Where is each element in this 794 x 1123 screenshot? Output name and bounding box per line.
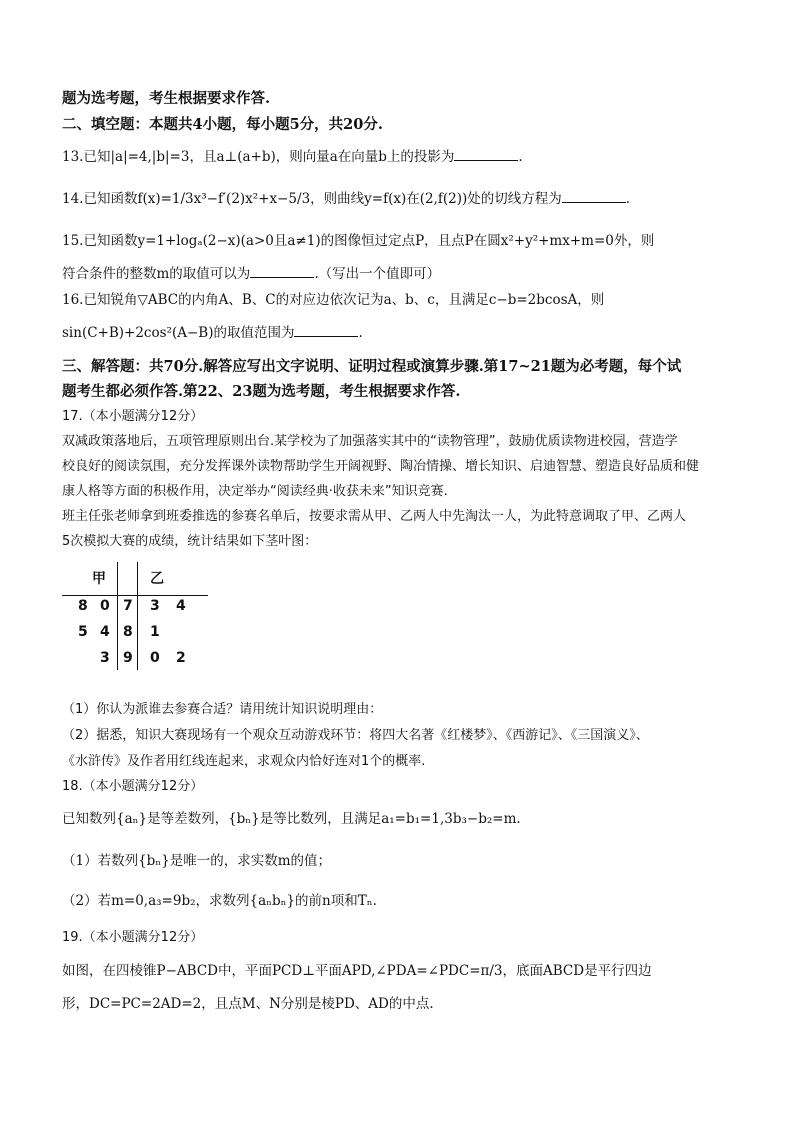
stem-leaf-left-rule <box>117 562 118 670</box>
stem-leaf-stem: 8 <box>123 624 133 640</box>
question-17-part-2-line-1: （2）据悉，知识大赛现场有一个观众互动游戏环节：将四大名著《红楼梦》、《西游记》、《三国演义》、 <box>62 728 649 743</box>
stem-leaf-horizontal-rule <box>62 595 208 596</box>
stem-leaf-right-leaf: 3 <box>150 598 160 614</box>
answer-blank-14[interactable] <box>562 190 626 203</box>
question-19-header: 19.（本小题满分12分） <box>62 930 204 945</box>
question-17-text-4: 班主任张老师拿到班委推选的参赛名单后，按要求需从甲、乙两人中先淘汰一人，为此特意调取了甲、乙两人 <box>62 509 687 524</box>
question-16-text: sin(C+B)+2cos²(A−B)的取值范围为 <box>62 325 295 341</box>
question-19-text-1: 如图，在四棱锥P−ABCD中，平面PCD⊥平面APD,∠PDA=∠PDC=π/3，底面ABCD是平行四边 <box>62 963 652 979</box>
question-15-text: 符合条件的整数m的取值可以为 <box>62 266 251 282</box>
question-16-line-1: 16.已知锐角▽ABC的内角A、B、C的对应边依次记为a、b、c，且满足c−b=2bcosA，则 <box>62 292 605 308</box>
question-18-text: 已知数列{aₙ}是等差数列，{bₙ}是等比数列，且满足a₁=b₁=1,3b₃−b₂=m. <box>62 811 521 827</box>
question-19-text-2: 形，DC=PC=2AD=2，且点M、N分别是棱PD、AD的中点. <box>62 996 434 1012</box>
question-14: 14.已知函数f(x)=1/3x³−f′(2)x²+x−5/3，则曲线y=f(x)在(2,f(2))处的切线方程为 . <box>62 191 631 207</box>
question-14-text: 14.已知函数f(x)=1/3x³−f′(2)x²+x−5/3，则曲线y=f(x)在(2,f(2))处的切线方程为 <box>62 191 562 207</box>
stem-leaf-right-header: 乙 <box>150 571 164 587</box>
question-16-line-2: sin(C+B)+2cos²(A−B)的取值范围为 . <box>62 325 363 341</box>
question-17-header: 17.（本小题满分12分） <box>62 409 204 424</box>
question-17-text-2: 校良好的阅读氛围，充分发挥课外读物帮助学生开阔视野、陶冶情操、增长知识、启迪智慧、塑造良好品质和健 <box>62 459 700 474</box>
stem-leaf-left-header: 甲 <box>92 571 106 587</box>
answer-blank-15[interactable] <box>250 265 314 278</box>
question-17-text-3: 康人格等方面的积极作用，决定举办“阅读经典·收获未来”知识竞赛. <box>62 484 448 499</box>
stem-leaf-left-leaf: 3 <box>100 650 110 666</box>
stem-leaf-plot <box>62 562 212 672</box>
stem-leaf-stem: 7 <box>123 598 133 614</box>
stem-leaf-left-leaf: 0 <box>100 598 110 614</box>
question-18-header: 18.（本小题满分12分） <box>62 779 204 794</box>
answer-blank-13[interactable] <box>454 148 518 161</box>
stem-leaf-right-leaf: 2 <box>176 650 186 666</box>
stem-leaf-right-leaf: 4 <box>176 598 186 614</box>
answer-blank-16[interactable] <box>294 324 358 337</box>
stem-leaf-left-leaf: 4 <box>100 624 110 640</box>
question-18-part-2: （2）若m=0,a₃=9b₂，求数列{aₙbₙ}的前n项和Tₙ. <box>62 893 377 909</box>
question-15-line-2 <box>62 265 440 283</box>
question-15-line-1: 15.已知函数y=1+logₐ(2−x)(a>0且a≠1)的图像恒过定点P，且点P在圆x²+y²+mx+m=0外，则 <box>62 233 655 249</box>
question-15-tail: .（写出一个值即可） <box>314 266 441 282</box>
question-18-part-1: （1）若数列{bₙ}是唯一的，求实数m的值； <box>62 853 332 869</box>
stem-leaf-left-leaf: 8 <box>78 598 88 614</box>
stem-leaf-right-rule <box>137 562 138 670</box>
stem-leaf-left-leaf: 5 <box>78 624 88 640</box>
stem-leaf-right-leaf: 0 <box>150 650 160 666</box>
stem-leaf-stem: 9 <box>123 650 133 666</box>
section-2-heading: 二、填空题：本题共4小题，每小题5分，共20分. <box>62 116 383 133</box>
question-17-text-5: 5次模拟大赛的成绩，统计结果如下茎叶图： <box>62 534 318 549</box>
question-17-part-1: （1）你认为派谁去参赛合适？请用统计知识说明理由： <box>62 702 383 717</box>
stem-leaf-right-leaf: 1 <box>150 624 160 640</box>
section-3-heading-line-2: 题考生都必须作答.第22、23题为选考题，考生根据要求作答. <box>62 383 461 400</box>
question-17-text-1: 双减政策落地后，五项管理原则出台.某学校为了加强落实其中的“读物管理”，鼓励优质读物进校园，营造学 <box>62 434 678 449</box>
question-17-part-2-line-2: 《水浒传》及作者用红线连起来，求观众内恰好连对1个的概率. <box>62 754 426 769</box>
section-3-heading-line-1: 三、解答题：共70分.解答应写出文字说明、证明过程或演算步骤.第17~21题为必考题，每个试 <box>62 358 682 375</box>
intro-line: 题为选考题，考生根据要求作答. <box>62 90 271 107</box>
question-13: 13.已知|a|=4,|b|=3，且a⊥(a+b)，则向量a在向量b上的投影为 . <box>62 149 523 165</box>
question-13-text: 13.已知|a|=4,|b|=3，且a⊥(a+b)，则向量a在向量b上的投影为 <box>62 149 455 165</box>
